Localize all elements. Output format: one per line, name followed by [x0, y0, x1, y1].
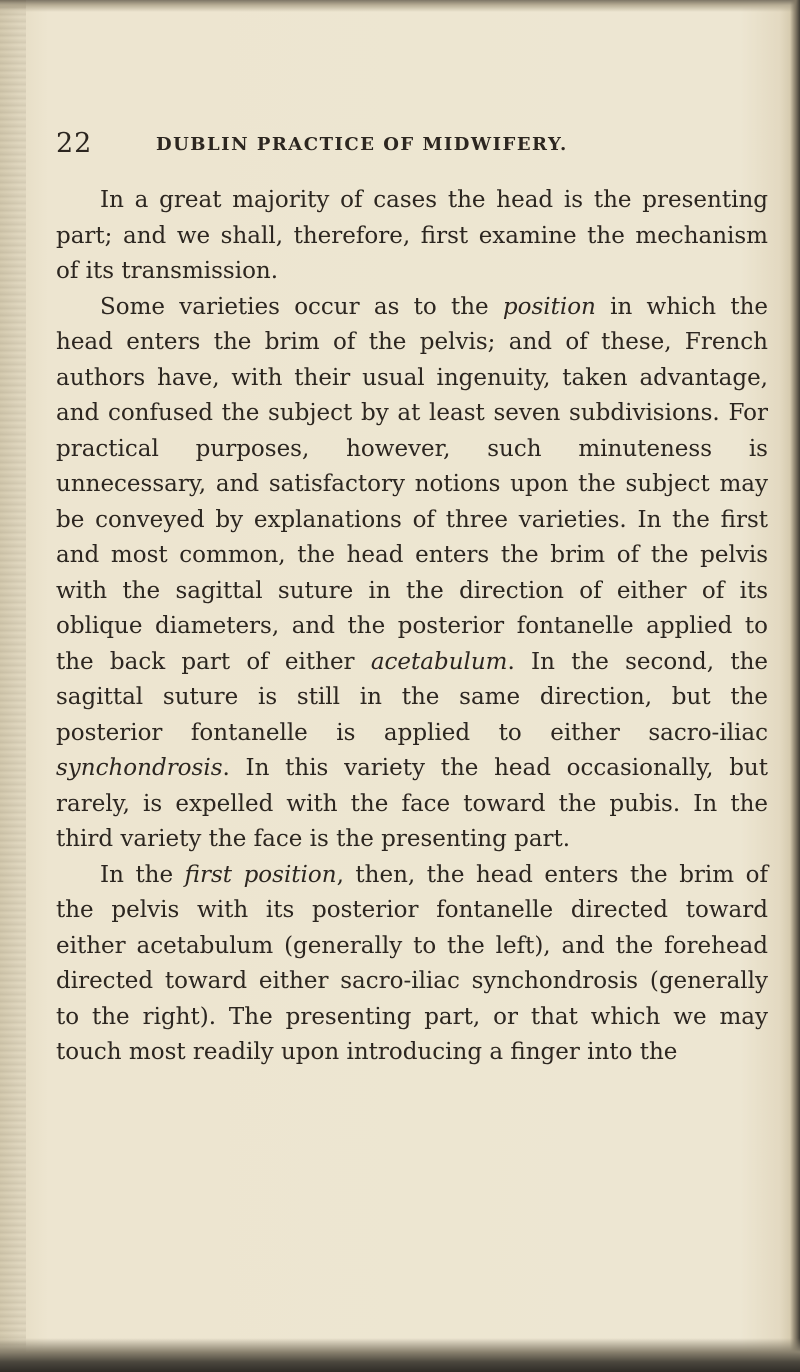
page-header: [56, 128, 736, 164]
italic-term-position: position: [502, 293, 596, 320]
paragraph: [56, 183, 768, 290]
body-text: [56, 183, 768, 1071]
paragraph: [56, 858, 768, 1071]
italic-term-acetabulum: acetabulum: [370, 648, 508, 675]
running-head: DUBLIN PRACTICE OF MIDWIFERY.: [156, 134, 568, 155]
page-bottom-edge: [0, 1338, 800, 1372]
text-run: Some varieties occur as to the: [100, 293, 503, 320]
page-top-edge: [0, 0, 800, 12]
text-run: . In the second, the sagittal suture is still in the same direction, but the posterior fontanelle is applied to either sacro-iliac: [56, 648, 769, 746]
text-run: In a great majority of cases the head is the presenting part; and we shall, therefore, first examine the mechanism of its transmission.: [56, 187, 768, 284]
italic-term-synchondrosis: synchondrosis: [56, 755, 223, 781]
text-run: In the: [100, 861, 185, 888]
page-number: 22: [56, 128, 93, 159]
text-run: . In this variety the head occasionally, but rarely, is expelled with the face toward the pubis. In the third variety the face is the presenting part.: [56, 755, 768, 852]
page-right-edge: [790, 0, 800, 1372]
page-binding-edge: [0, 0, 26, 1372]
paragraph: [56, 290, 768, 858]
italic-term-first-position: first position: [184, 861, 337, 888]
text-run: in which the head enters the brim of the pelvis; and of these, French authors have, with their usual ingenuity, taken advantage, and confused the subject by at least seven subdivisions. For practical purposes, however, such minuteness is unnecessary, and satisfactory notions upon the subject may be conveyed by explanations of three varieties. In the first and most common, the head enters the brim of the pelvis with the sagittal suture in the direction of either of its oblique diameters, and the posterior fontanelle applied to the back part of either: [56, 293, 768, 675]
text-run: , then, the head enters the brim of the pelvis with its posterior fontanelle directed toward either acetabulum (generally to the left), and the forehead directed toward either sacro-iliac synchondrosis (generally to the right). The presenting part, or that which we may touch most readily upon introducing a finger into the: [56, 861, 769, 1065]
